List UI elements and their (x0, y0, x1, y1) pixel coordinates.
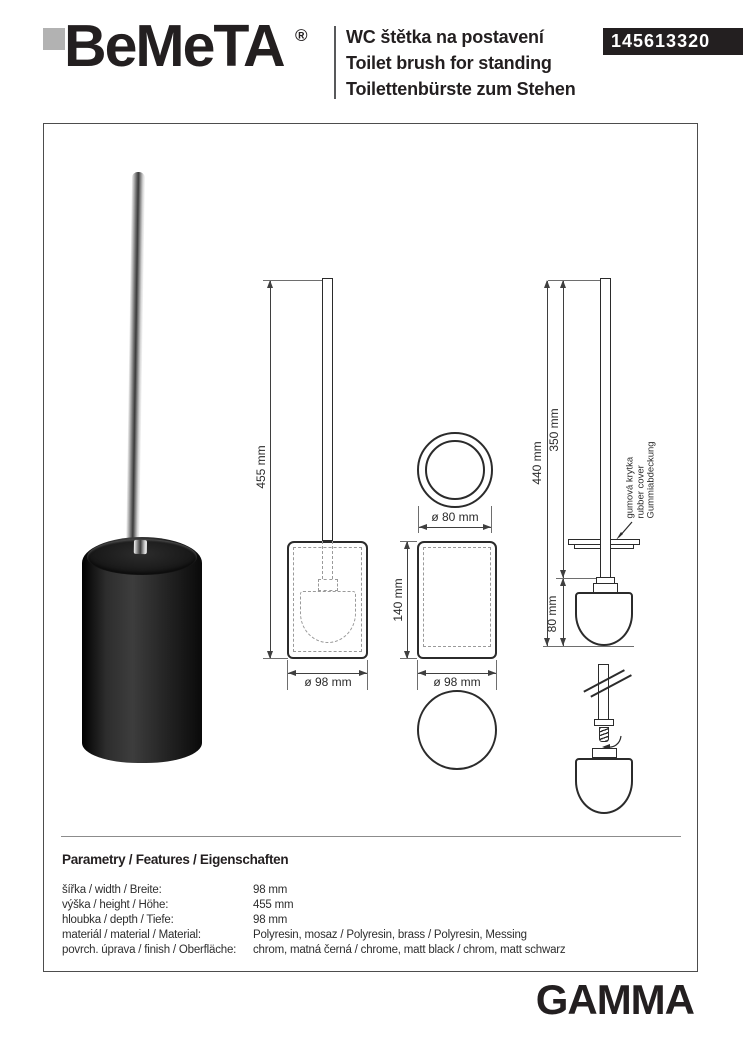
dim-extension (496, 660, 497, 690)
dim-arrow (359, 670, 367, 676)
param-label-material: materiál / material / Material: (62, 929, 201, 941)
dim-extension (367, 660, 368, 690)
brand-logo: BeMeTA (64, 13, 284, 79)
series-name: GAMMA (535, 976, 694, 1023)
dim-line-140 (407, 542, 408, 659)
dim-label-80-brush: 80 mm (545, 595, 559, 633)
brush-handle-rod (600, 278, 611, 578)
drawing-cup-top-inner (425, 440, 485, 500)
dim-line-455 (270, 281, 271, 658)
photo-rod-base (134, 540, 147, 554)
dim-line-80-top (419, 527, 491, 528)
dim-label-98-front: ø 98 mm (433, 675, 481, 689)
parameters-title: Parametry / Features / Eigenschaften (62, 852, 289, 867)
header-divider (334, 26, 336, 99)
dim-arrow (560, 570, 566, 578)
brush-collar-dashed (318, 579, 338, 591)
dim-arrow (288, 670, 296, 676)
dim-extension (263, 658, 288, 659)
logo-square (43, 28, 65, 50)
dim-line-80-brush (563, 578, 564, 646)
dim-label-455: 455 mm (254, 445, 268, 489)
dim-label-80-top: ø 80 mm (431, 510, 479, 524)
dim-arrow (560, 578, 566, 586)
parameters-divider (61, 836, 681, 837)
product-title-en: Toilet brush for standing (346, 53, 552, 73)
param-label-width: šířka / width / Breite: (62, 884, 162, 896)
dim-extension (400, 541, 417, 542)
dim-extension (556, 578, 597, 579)
param-value-finish: chrom, matná černá / chrome, matt black / chrom, matt schwarz (253, 944, 566, 956)
param-value-height: 455 mm (253, 899, 294, 911)
leader-line (612, 520, 636, 542)
drawing-handle-side (322, 278, 333, 541)
dim-extension (548, 280, 600, 281)
dim-arrow (419, 524, 427, 530)
dim-line-350 (563, 281, 564, 578)
brush-rod-dashed (322, 541, 333, 579)
dim-arrow (488, 670, 496, 676)
dim-label-98-side: ø 98 mm (304, 675, 352, 689)
product-title-de: Toilettenbürste zum Stehen (346, 79, 576, 99)
rubber-cover-label-de: Gummiabdeckung (645, 441, 657, 519)
cup-front-dashed (423, 547, 491, 647)
param-value-depth: 98 mm (253, 914, 288, 926)
dim-arrow (404, 541, 410, 549)
dim-extension (491, 506, 492, 533)
dim-line-98-front (418, 673, 496, 674)
exploded-nut (594, 719, 614, 726)
registered-mark: ® (295, 26, 308, 45)
dim-extension (400, 658, 417, 659)
param-label-height: výška / height / Höhe: (62, 899, 169, 911)
param-value-width: 98 mm (253, 884, 288, 896)
dim-arrow (544, 638, 550, 646)
drawing-cup-plan-circle (417, 690, 497, 770)
dim-arrow (267, 280, 273, 288)
dim-label-350: 350 mm (547, 408, 561, 452)
dim-arrow (544, 280, 550, 288)
product-code-badge: 145613320 (603, 28, 743, 55)
param-label-finish: povrch. úprava / finish / Oberfläche: (62, 944, 237, 956)
dim-arrow (483, 524, 491, 530)
rubber-cover-label-cs: gumová krytka (624, 456, 636, 519)
dim-label-140: 140 mm (391, 578, 405, 622)
dim-line-98-side (288, 673, 367, 674)
param-label-depth: hloubka / depth / Tiefe: (62, 914, 174, 926)
dim-line-440 (547, 281, 548, 646)
dim-arrow (560, 280, 566, 288)
dim-extension (263, 280, 322, 281)
rubber-cover-label (625, 441, 657, 518)
rubber-cover-label-en: rubber cover (634, 465, 646, 519)
param-value-material: Polyresin, mosaz / Polyresin, brass / Polyresin, Messing (253, 929, 527, 941)
dim-arrow (560, 638, 566, 646)
exploded-brush-neck (592, 748, 617, 758)
dim-extension (543, 646, 634, 647)
dim-label-440: 440 mm (530, 441, 544, 485)
product-title-cs: WC štětka na postavení (346, 27, 544, 47)
dim-arrow (418, 670, 426, 676)
